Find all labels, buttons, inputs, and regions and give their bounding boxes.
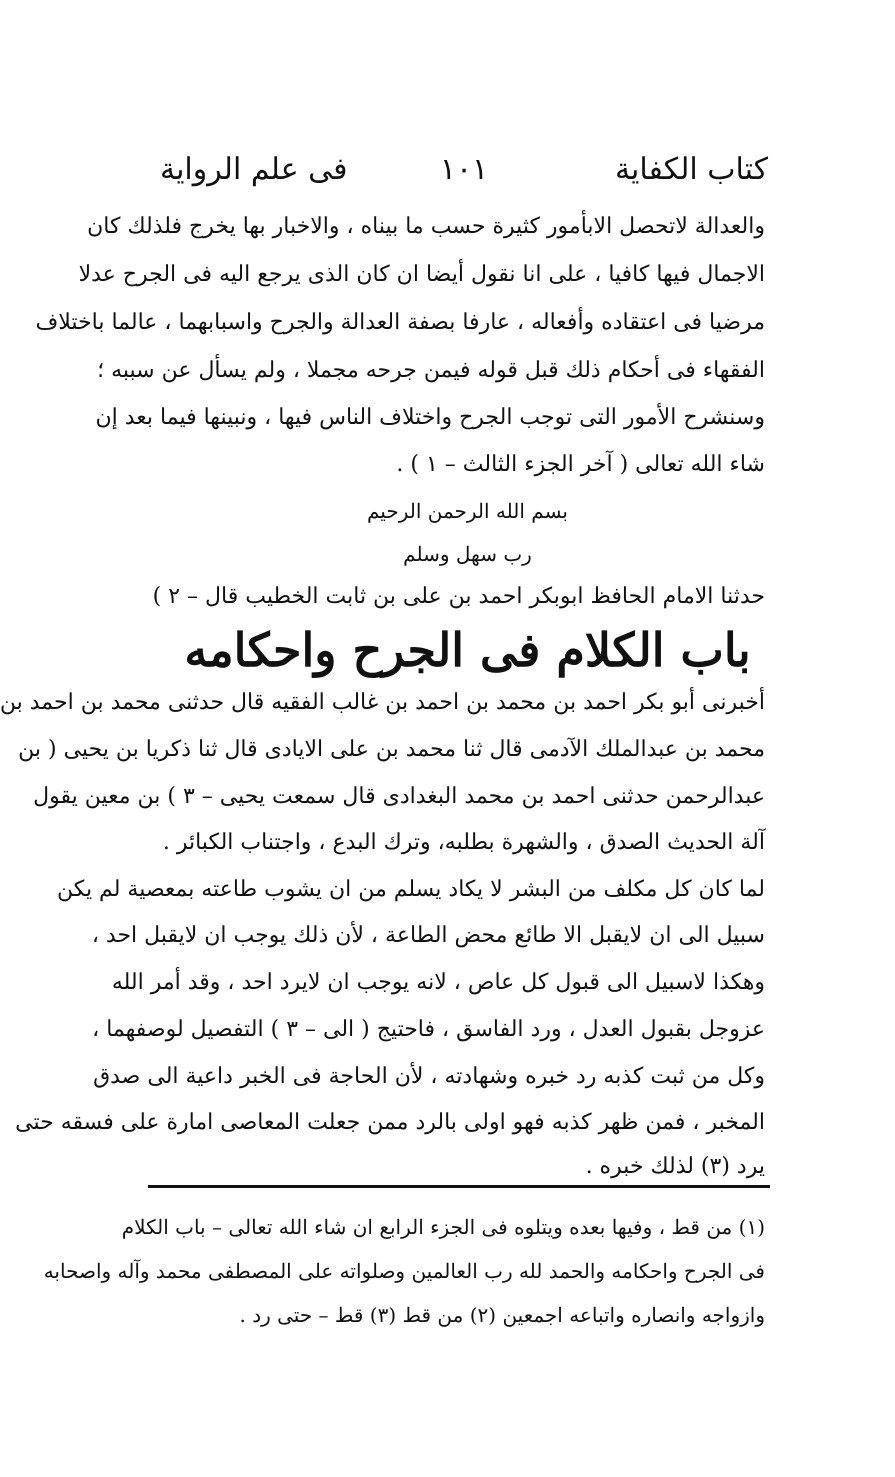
text-line: المخبر ، فمن ظهر كذبه فهو اولى بالرد ممن جعلت المعاصى امارة على فسقه حتى — [15, 1110, 765, 1135]
page-number: ١٠١ — [439, 152, 489, 187]
text-line: وسنشرح الأمور التى توجب الجرح واختلاف الناس فيها ، ونبينها فيما بعد إن — [95, 405, 765, 430]
running-header — [160, 150, 768, 196]
text-line: أخبرنى أبو بكر احمد بن محمد بن احمد بن غالب الفقيه قال حدثنى محمد بن احمد بن — [0, 690, 765, 715]
book-subject: فى علم الرواية — [160, 152, 348, 187]
invocation: رب سهل وسلم — [403, 542, 532, 566]
text-line: وكل من ثبت كذبه رد خبره وشهادته ، لأن الحاجة فى الخبر داعية الى صدق — [93, 1064, 765, 1089]
book-title: كتاب الكفاية — [614, 152, 768, 187]
text-line: يرد (٣) لذلك خبره . — [585, 1154, 765, 1179]
chapter-title: باب الكلام فى الجرح واحكامه — [184, 623, 751, 677]
footnote-line: فى الجرح واحكامه والحمد لله رب العالمين وصلواته على المصطفى محمد وآله واصحابه — [43, 1259, 765, 1283]
basmala: بسم الله الرحمن الرحيم — [366, 499, 568, 523]
text-line: عزوجل بقبول العدل ، ورد الفاسق ، فاحتيج ( الى – ٣ ) التفصيل لوصفهما ، — [92, 1017, 765, 1042]
text-line: عبدالرحمن حدثنى احمد بن محمد البغدادى قال سمعت يحيى – ٣ ) بن معين يقول — [33, 784, 765, 809]
text-line: والعدالة لاتحصل الابأمور كثيرة حسب ما بيناه ، والاخبار بها يخرج فلذلك كان — [87, 214, 765, 239]
footnote-line: وازواجه وانصاره واتباعه اجمعين (٢) من قط (٣) قط – حتى رد . — [239, 1303, 765, 1327]
text-line: مرضيا فى اعتقاده وأفعاله ، عارفا بصفة العدالة والجرح واسبابهما ، عالما باختلاف — [35, 310, 765, 335]
text-line: محمد بن عبدالملك الآدمى قال ثنا محمد بن على الايادى قال ثنا ذكريا بن يحيى ( بن — [18, 737, 765, 762]
text-line: الاجمال فيها كافيا ، على انا نقول أيضا ان كان الذى يرجع اليه فى الجرح عدلا — [78, 262, 765, 287]
footnote-divider — [148, 1185, 770, 1188]
text-line: آلة الحديث الصدق ، والشهرة بطلبه، وترك البدع ، واجتناب الكبائر . — [162, 830, 765, 855]
text-line: سبيل الى ان لايقبل الا طائع محض الطاعة ، لأن ذلك يوجب ان لايقبل احد ، — [91, 923, 765, 948]
text-line: لما كان كل مكلف من البشر لا يكاد يسلم من ان يشوب طاعته بمعصية لم يكن — [57, 877, 765, 902]
text-line: شاء الله تعالى ( آخر الجزء الثالث – ١ ) . — [396, 452, 765, 477]
footnote-line: (١) من قط ، وفيها بعده ويتلوه فى الجزء الرابع ان شاء الله تعالى – باب الكلام — [121, 1215, 765, 1239]
text-line: الفقهاء فى أحكام ذلك قبل قوله فيمن جرحه مجملا ، ولم يسأل عن سببه ؛ — [97, 358, 765, 383]
isnad-intro: حدثنا الامام الحافظ ابوبكر احمد بن على بن ثابت الخطيب قال – ٢ ) — [152, 584, 765, 609]
text-line: وهكذا لاسبيل الى قبول كل عاص ، لانه يوجب ان لايرد احد ، وقد أمر الله — [111, 970, 765, 995]
